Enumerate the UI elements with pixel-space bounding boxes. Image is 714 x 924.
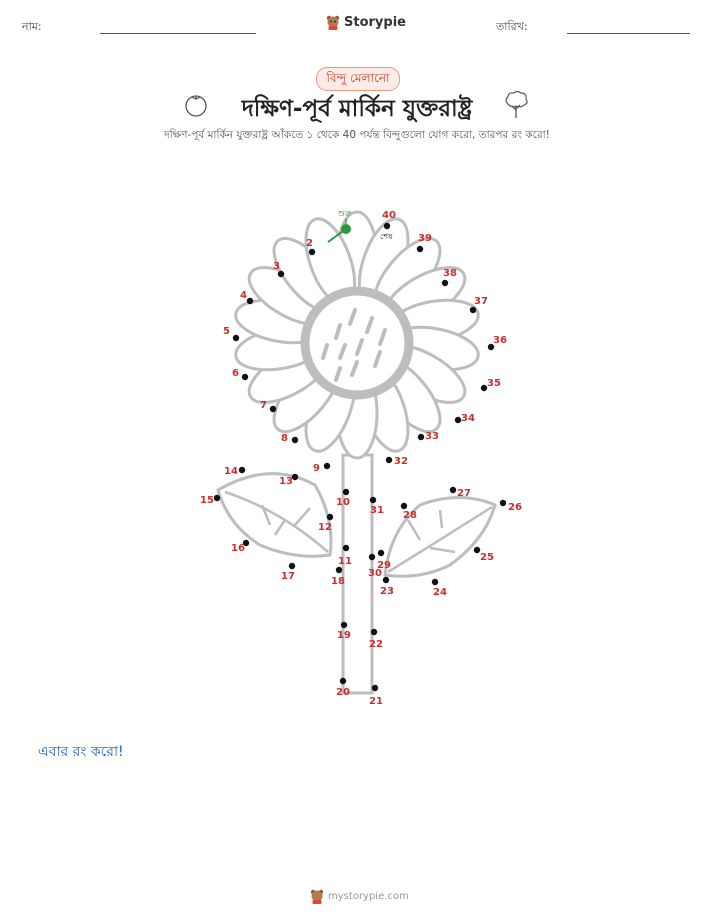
dot-number-16: 16 (231, 543, 245, 554)
dot-number-29: 29 (377, 560, 391, 571)
dot-number-2: 2 (306, 238, 313, 249)
dot-38 (442, 280, 448, 286)
dot-22 (371, 629, 377, 635)
dot-number-28: 28 (403, 510, 417, 521)
dot-2 (309, 249, 315, 255)
dot-number-11: 11 (338, 556, 352, 567)
dot-number-18: 18 (331, 576, 345, 587)
dot-number-36: 36 (493, 335, 507, 346)
dot-17 (289, 563, 295, 569)
dot-number-7: 7 (260, 400, 267, 411)
dot-number-39: 39 (418, 233, 432, 244)
dot-24 (432, 579, 438, 585)
activity-badge: বিন্দু মেলানো (316, 67, 400, 91)
dot-number-19: 19 (337, 630, 351, 641)
dot-28 (401, 503, 407, 509)
dot-number-38: 38 (443, 268, 457, 279)
page-title: দক্ষিণ-পূর্ব মার্কিন যুক্তরাষ্ট্র (241, 96, 473, 122)
dot-number-31: 31 (370, 505, 384, 516)
dot-7 (270, 406, 276, 412)
dot-number-35: 35 (487, 378, 501, 389)
dot-8 (292, 437, 298, 443)
dot-4 (247, 298, 253, 304)
dot-number-37: 37 (474, 296, 488, 307)
dot-19 (341, 622, 347, 628)
dot-number-3: 3 (273, 261, 280, 272)
dot-12 (327, 514, 333, 520)
dot-number-21: 21 (369, 696, 383, 707)
dot-37 (470, 307, 476, 313)
start-dot (341, 224, 351, 234)
dot-21 (372, 685, 378, 691)
dot-23 (383, 577, 389, 583)
dot-number-23: 23 (380, 586, 394, 597)
dot-number-15: 15 (200, 495, 214, 506)
dot-11 (343, 545, 349, 551)
dot-number-20: 20 (336, 687, 350, 698)
logo-text: Storypie (344, 14, 406, 30)
dot-number-32: 32 (394, 456, 408, 467)
name-label: নাম: (22, 20, 42, 33)
dot-15 (214, 495, 220, 501)
dot-number-4: 4 (240, 290, 247, 301)
dot-number-33: 33 (425, 431, 439, 442)
dot-number-25: 25 (480, 552, 494, 563)
dot-31 (370, 497, 376, 503)
dot-9 (324, 463, 330, 469)
dot-number-14: 14 (224, 466, 238, 477)
dot-number-8: 8 (281, 433, 288, 444)
dot-18 (336, 567, 342, 573)
bear-footer-icon (310, 888, 324, 904)
dot-number-10: 10 (336, 497, 350, 508)
dot-40 (384, 223, 390, 229)
date-label: তারিখ: (496, 20, 528, 33)
dot-33 (418, 434, 424, 440)
dot-number-22: 22 (369, 639, 383, 650)
dot-number-26: 26 (508, 502, 522, 513)
dot-14 (239, 467, 245, 473)
dot-39 (417, 246, 423, 252)
dot-number-9: 9 (313, 463, 320, 474)
dot-number-30: 30 (368, 568, 382, 579)
dot-number-17: 17 (281, 571, 295, 582)
dot-20 (340, 678, 346, 684)
color-prompt: এবার রং করো! (38, 744, 124, 760)
dot-10 (343, 489, 349, 495)
footer (310, 888, 409, 904)
dot-number-40: 40 (382, 210, 396, 221)
dot-26 (500, 500, 506, 506)
dot-number-24: 24 (433, 587, 447, 598)
end-label: শেষ (380, 232, 393, 241)
dot-27 (450, 487, 456, 493)
dot-6 (242, 374, 248, 380)
dot-30 (369, 554, 375, 560)
dot-29 (378, 550, 384, 556)
dot-number-13: 13 (279, 476, 293, 487)
footer-url: mystorypie.com (328, 890, 409, 902)
dot-number-6: 6 (232, 368, 239, 379)
dot-number-34: 34 (461, 413, 475, 424)
flower-center (305, 291, 409, 395)
dot-32 (386, 457, 392, 463)
dot-number-5: 5 (223, 326, 230, 337)
dot-number-27: 27 (457, 488, 471, 499)
instructions: দক্ষিণ-পূর্ব মার্কিন যুক্তরাষ্ট্র আঁকতে ১ থেকে 40 পর্যন্ত বিন্দুগুলো যোগ করো, তারপর রং করো! (164, 129, 550, 141)
dot-number-12: 12 (318, 522, 332, 533)
dot-5 (233, 335, 239, 341)
start-label: শুরু (338, 209, 352, 218)
